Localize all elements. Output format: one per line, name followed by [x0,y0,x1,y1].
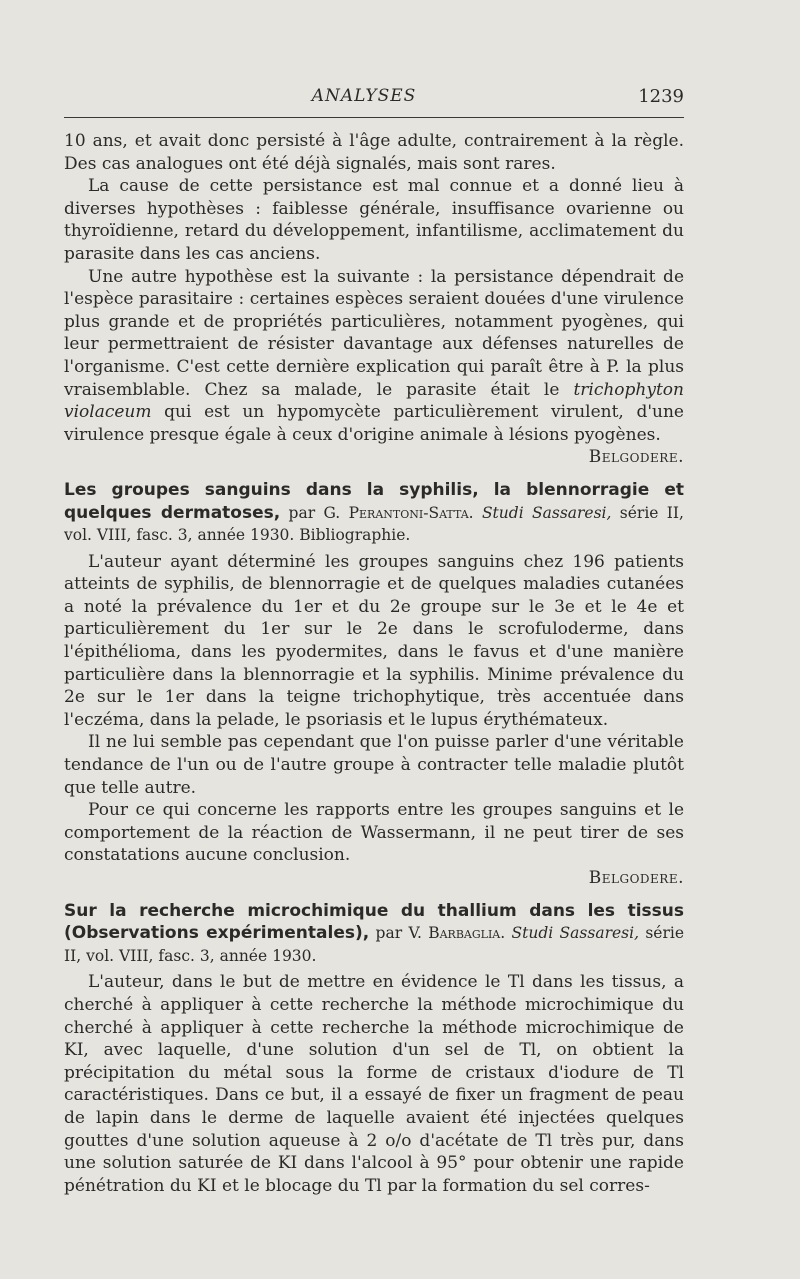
reference: série II, vol. VIII, fasc. 3, année 1930. Bibliographie. [64,503,684,545]
article-title: Les groupes sanguins dans la syphilis, la blennorragie et quelques dermatoses, [64,479,684,523]
paragraph: 10 ans, et avait donc persisté à l'âge adulte, contrairement à la règle. Des cas analogues ont été déjà signalés, mais sont rares. [64,131,684,174]
journal-name: Studi Sassaresi, [481,503,612,522]
paragraph: L'auteur ayant déterminé les groupes sanguins chez 196 patients atteints de syphilis, de blennorragie et de quelques maladies cutanées a noté la prévalence du 1er et du 2e groupe sur le 3e et le 4e et particulièrement du 1er sur le 2e dans le scrofuloderme, dans l'épithélioma, dans les pyodermites, dans le favus et d'une manière particulière dans la blennorragie et la syphilis. Minime prévalence du 2e sur le 1er dans la teigne trichophytique, très accentuée dans l'eczéma, dans la pelade, le psoriasis et le lupus érythémateux. [64,551,684,730]
section-title: ANALYSES [311,86,417,106]
byline-par: par G. [280,503,349,522]
paragraph [64,266,684,447]
signature: Belgodere. [588,868,684,888]
running-header [64,86,684,110]
article-heading [64,900,684,968]
paragraph: L'auteur, dans le but de mettre en évidence le Tl dans les tissus, a cherché à appliquer à cette recherche la méthode microchimique du cherché à appliquer à cette recherche la méthode microchimique de KI, avec laquelle, d'une solution d'un sel de Tl, on obtient la précipitation du métal sous la forme de cristaux d'iodure de Tl caractéristiques. Dans ce but, il a essayé de fixer un fragment de peau de lapin dans le derme de laquelle avaient été injectées quelques gouttes d'une solution aqueuse à 2 o/o d'acétate de Tl très pur, dans une solution saturée de KI dans l'alcool à 95° pour obtenir une rapide pénétration du KI et le blocage du Tl par la formation du sel corres- [64,972,684,1196]
article-title: Sur la recherche microchimique du thallium dans les tissus (Observations expérimentales), [64,900,684,944]
paragraph: Il ne lui semble pas cependant que l'on puisse parler d'une véritable tendance de l'un ou de l'autre groupe à contracter telle maladie plutôt que telle autre. [64,732,684,798]
page-body [64,130,684,1197]
author-name: Perantoni-Satta. [348,503,474,522]
journal-name: Studi Sassaresi, [511,924,639,943]
header-rule [64,117,684,118]
article-heading [64,479,684,547]
author-name: Barbaglia. [428,924,506,943]
species-name: trichophyton violaceum [64,379,684,423]
page-number: 1239 [638,86,684,107]
signature: Belgodere. [588,447,684,468]
text-run: Une autre hypothèse est la suivante : la persistance dépendrait de l'espèce parasitaire : certaines espèces seraient douées d'une virulence plus grande et de propriétés particulières, notamment pyogènes, qui leur permettraient de résister davantage aux défenses naturelles de l'organisme. C'est cette dernière explication qui paraît être à P. la plus vraisemblable. Chez sa malade, le parasite était le [64,266,684,400]
paragraph: Pour ce qui concerne les rapports entre les groupes sanguins et le comportement de la réaction de Wassermann, il ne peut tirer de ses constatations aucune conclusion. [64,800,684,866]
paragraph: La cause de cette persistance est mal connue et a donné lieu à diverses hypothèses : faiblesse générale, insuffisance ovarienne ou thyroïdienne, retard du développement, infantilisme, acclimatement du parasite dans les cas anciens. [64,176,684,264]
reference: série II, vol. VIII, fasc. 3, année 1930. [64,924,685,965]
byline-par: par V. [369,924,429,943]
text-run: qui est un hypomycète particulièrement virulent, d'une virulence presque égale à ceux d'origine animale à lésions pyogènes. [64,402,684,445]
